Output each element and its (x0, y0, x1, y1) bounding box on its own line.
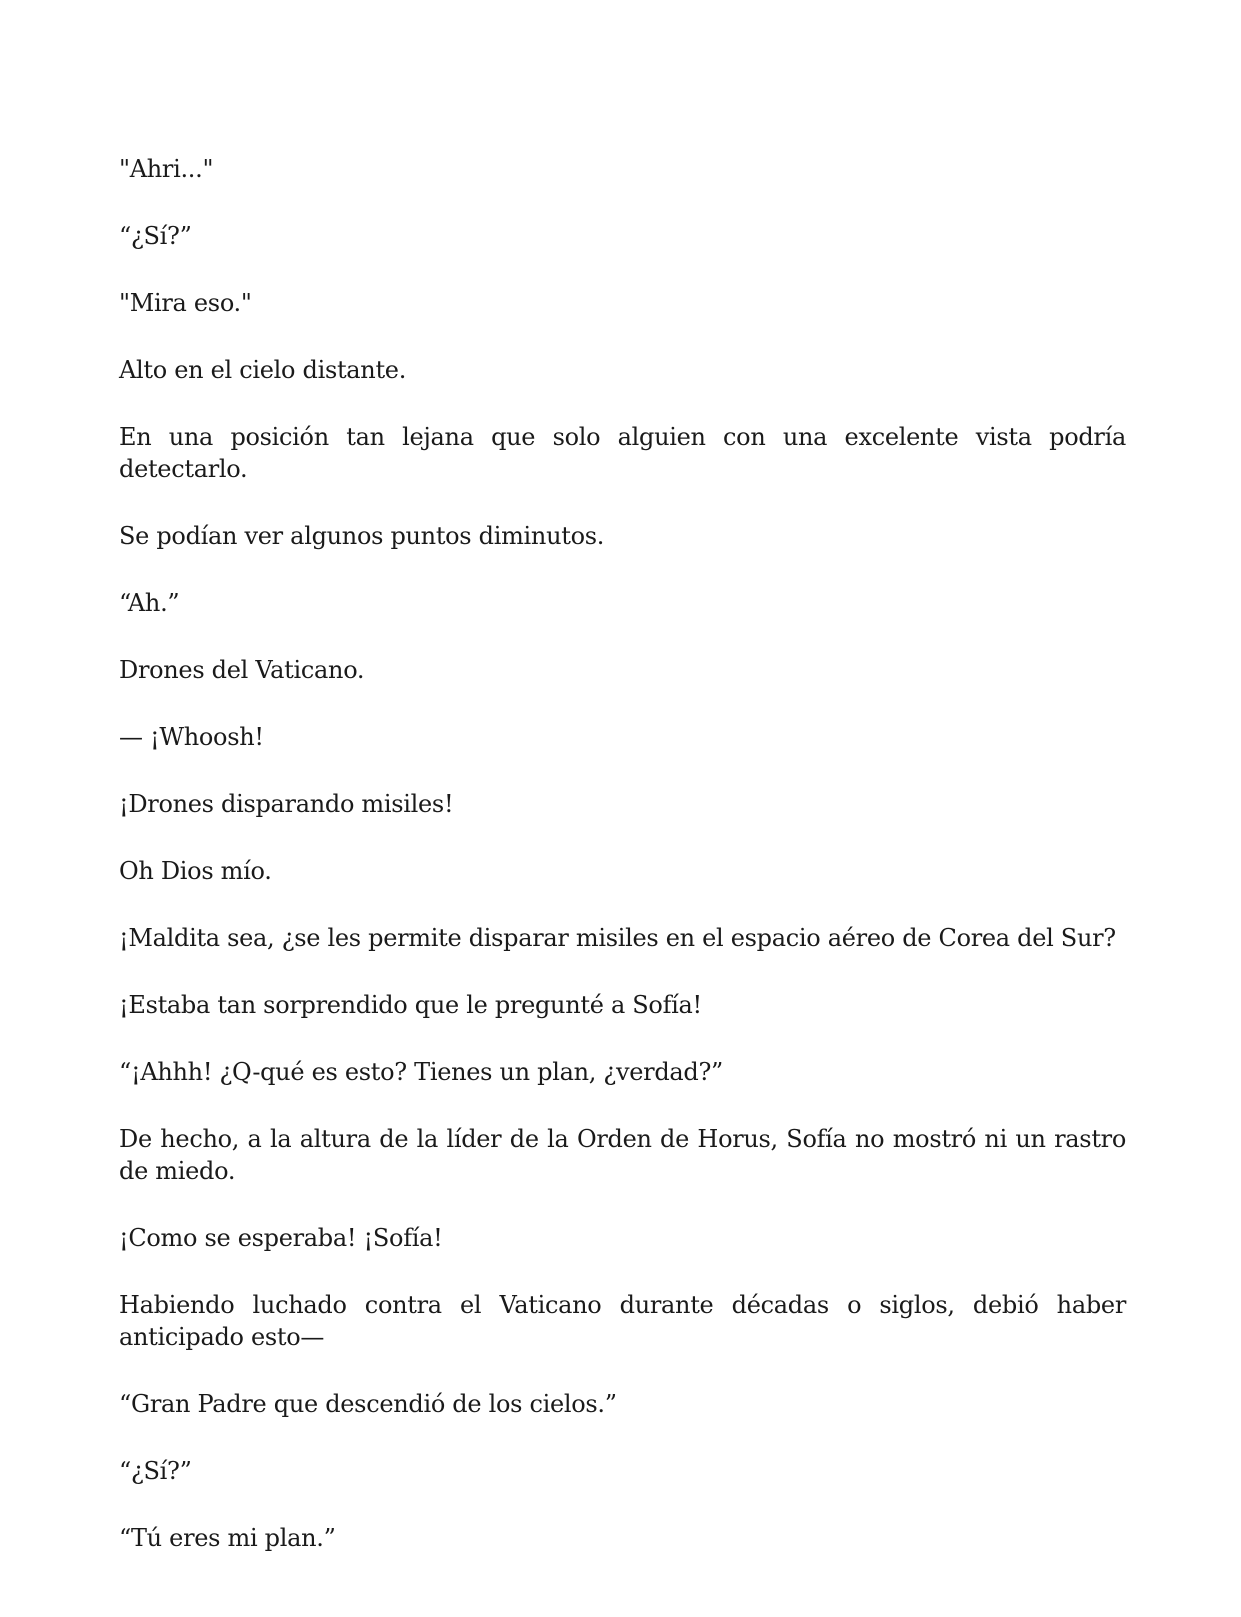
paragraph: Drones del Vaticano. (119, 656, 365, 684)
paragraph: De hecho, a la altura de la líder de la Orden de Horus, Sofía no mostró ni un rastro de miedo. (119, 1125, 1126, 1185)
paragraph: “¿Sí?” (119, 222, 192, 250)
paragraph: “Ah.” (119, 589, 180, 617)
paragraph: "Mira eso." (119, 289, 252, 317)
paragraph: Oh Dios mío. (119, 857, 272, 885)
paragraph: Alto en el cielo distante. (119, 356, 407, 384)
paragraph: En una posición tan lejana que solo alguien con una excelente vista podría detectarlo. (119, 423, 1126, 483)
paragraph: Se podían ver algunos puntos diminutos. (119, 522, 605, 550)
paragraph: “Gran Padre que descendió de los cielos.” (119, 1390, 617, 1418)
paragraph: ¡Como se esperaba! ¡Sofía! (119, 1224, 443, 1252)
paragraph: ¡Estaba tan sorprendido que le pregunté a Sofía! (119, 991, 702, 1019)
body-text (119, 153, 1126, 1589)
paragraph: ¡Drones disparando misiles! (119, 790, 454, 818)
paragraph: — ¡Whoosh! (119, 723, 264, 751)
paragraph: ¡Maldita sea, ¿se les permite disparar misiles en el espacio aéreo de Corea del Sur? (119, 924, 1116, 952)
paragraph: “Tú eres mi plan.” (119, 1524, 336, 1552)
paragraph: "Ahri..." (119, 155, 214, 183)
paragraph: Habiendo luchado contra el Vaticano durante décadas o siglos, debió haber anticipado esto— (119, 1291, 1126, 1351)
paragraph: “¡Ahhh! ¿Q-qué es esto? Tienes un plan, ¿verdad?” (119, 1058, 724, 1086)
paragraph: “¿Sí?” (119, 1457, 192, 1485)
